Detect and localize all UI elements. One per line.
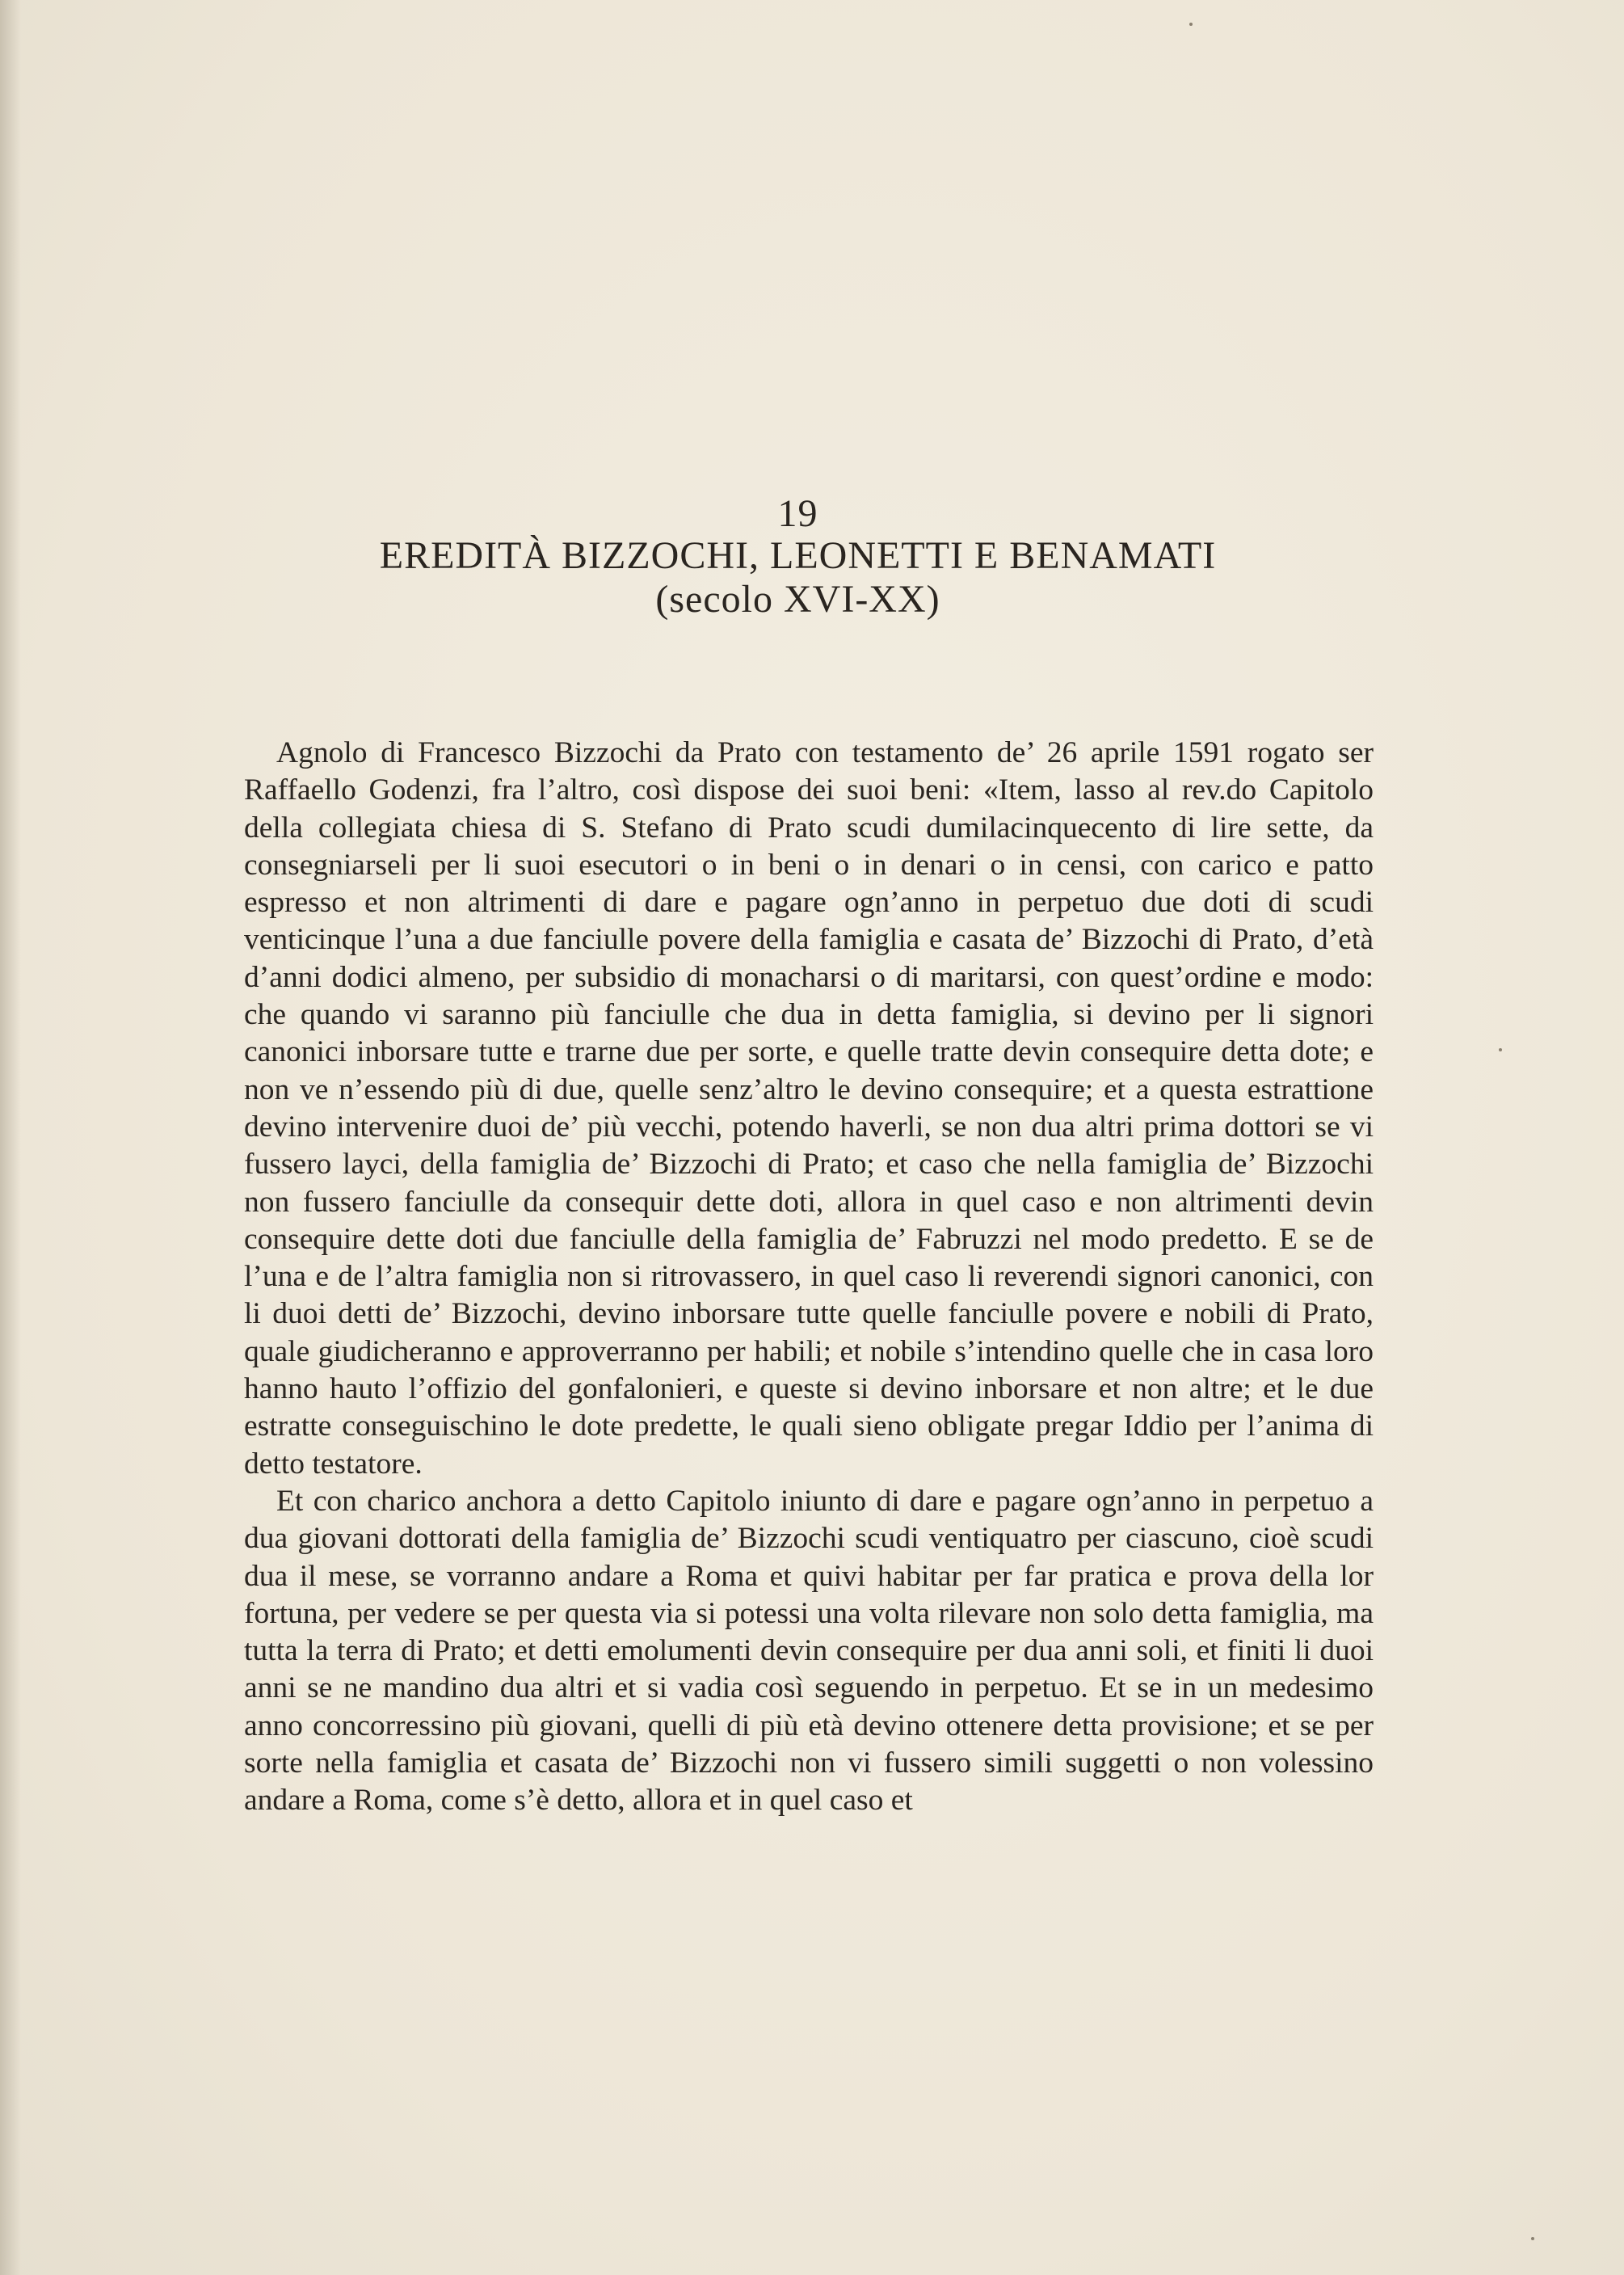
paper-speck	[1499, 1048, 1502, 1051]
binding-shadow	[0, 0, 21, 2275]
paragraph: Agnolo di Francesco Bizzochi da Prato con testamento de’ 26 aprile 1591 rogato ser Raffaello Godenzi, fra l’altro, così dispose dei suoi beni: «Item, lasso al rev.do Capitolo della collegiata chiesa di S. Stefano di Prato scudi dumilacinquecento di lire sette, da consegniarseli per li suoi esecutori o in beni o in denari o in censi, con carico e patto espresso et non altrimenti di dare e pagare ogn’anno in perpetuo due doti di scudi venticinque l’una a due fanciulle povere della famiglia e casata de’ Bizzochi di Prato, d’età d’anni dodici almeno, per subsidio di monacharsi o di maritarsi, con quest’ordine e modo: che quando vi saranno più fanciulle che dua in detta famiglia, si devino per li signori canonici inborsare tutte e trarne due per sorte, e quelle tratte devin consequire detta dote; e non ve n’essendo più di due, quelle senz’altro le devino consequire; et a questa estrattione devino intervenire duoi de’ più vecchi, potendo haverli, se non dua altri prima dottori se vi fussero layci, della famiglia de’ Bizzochi di Prato; et caso che nella famiglia de’ Bizzochi non fussero fanciulle da consequir dette doti, allora in quel caso e non altrimenti devin consequire dette doti due fanciulle della famiglia de’ Fabruzzi nel modo predetto. E se de l’una e de l’altra famiglia non si ritrovassero, in quel caso li reverendi signori canonici, con li duoi detti de’ Bizzochi, devino inborsare tutte quelle fanciulle povere e nobili di Prato, quale giudicheranno e approverranno per habili; et nobile s’intendino quelle che in casa loro hanno hauto l’offizio del gonfalonieri, e queste si devino inborsare et non altre; et le due estratte conseguischino le dote predette, le quali sieno obligate pregar Iddio per l’anima di detto testatore.	[244, 736, 1374, 1481]
paragraph: Et con charico anchora a detto Capitolo iniunto di dare e pagare ogn’anno in perpetuo a dua giovani dottorati della famiglia de’ Bizzochi scudi ventiquatro per ciascuno, cioè scudi dua il mese, se vorranno andare a Roma et quivi habitar per far pratica e prova della lor fortuna, per vedere se per questa via si potessi una volta rilevare non solo detta famiglia, ma tutta la terra di Prato; et detti emolumenti devin consequire per dua anni soli, et finiti li duoi anni se ne mandino dua altri et si vadia così seguendo in perpetuo. Et se in un medesimo anno concorressino più giovani, quelli di più età devino ottenere detta provisione; et se per sorte nella famiglia et casata de’ Bizzochi non vi fussero simili suggetti o non volessino andare a Roma, come s’è detto, allora et in quel caso et	[244, 1484, 1374, 1818]
chapter-title: EREDITÀ BIZZOCHI, LEONETTI E BENAMATI	[379, 534, 1217, 577]
body-text	[244, 735, 1374, 1820]
paper-speck	[1189, 23, 1193, 26]
chapter-period: (secolo XVI-XX)	[655, 578, 940, 621]
paper-speck	[1531, 2237, 1534, 2240]
chapter-number: 19	[777, 492, 818, 535]
